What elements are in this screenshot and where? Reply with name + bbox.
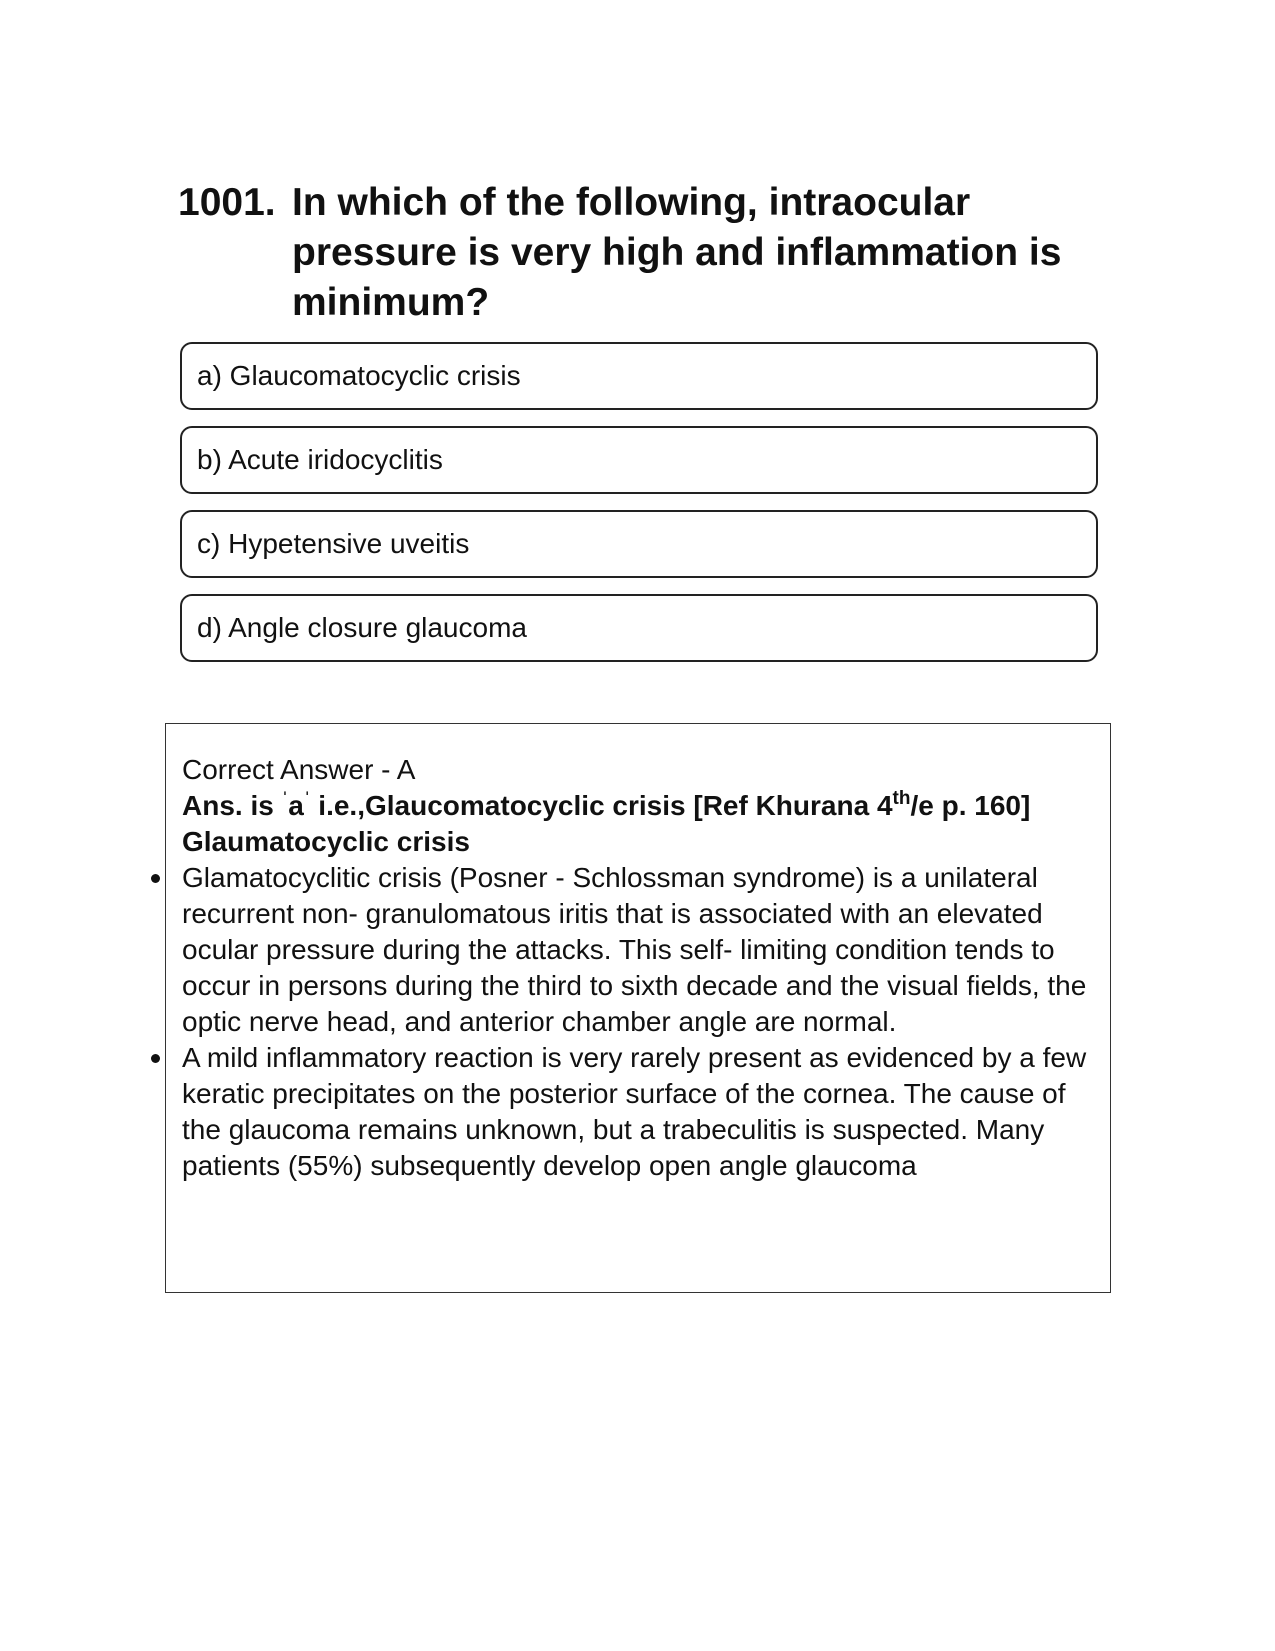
bullet-icon [151,874,160,883]
bullet-text: Glamatocyclitic crisis (Posner - Schlossman syndrome) is a unilateral recurrent non- granulomatous iritis that is associated with an elevated ocular pressure during the attacks. This self- limiting condition tends to occur in persons during the third to sixth decade and the visual fields, the optic nerve head, and anterior chamber angle are normal. [182,862,1087,1037]
question-heading [178,178,1098,328]
answer-suffix: /e p. 160] [910,790,1031,821]
option-a[interactable]: a) Glaucomatocyclic crisis [180,342,1098,410]
answer-superscript: th [892,788,911,809]
explanation-subheading: Glaumatocyclic crisis [182,826,470,857]
question-text: In which of the following, intraocular pressure is very high and inflammation is minimum? [292,181,1062,324]
bullet-icon [151,1054,160,1063]
option-d[interactable]: d) Angle closure glaucoma [180,594,1098,662]
question-number: 1001. [178,181,276,224]
list-item [182,860,1094,1040]
explanation-bullets [182,860,1094,1184]
option-c[interactable]: c) Hypetensive uveitis [180,510,1098,578]
answer-explanation-box [165,723,1111,1293]
quote-mark-open: ˈ [281,789,289,811]
answer-middle: i.e.,Glaucomatocyclic crisis [Ref Khurana 4 [310,790,893,821]
correct-answer: Correct Answer - A [182,754,416,785]
list-item [182,1040,1094,1184]
bullet-text: A mild inflammatory reaction is very rarely present as evidenced by a few keratic precipitates on the posterior surface of the cornea. The cause of the glaucoma remains unknown, but a trabeculitis is suspected. Many patients (55%) subsequently develop open angle glaucoma [182,1042,1087,1181]
quote-mark-close: ˈ [303,789,311,811]
option-b[interactable]: b) Acute iridocyclitis [180,426,1098,494]
answer-letter: a [288,790,304,821]
answer-prefix: Ans. is [182,790,282,821]
options-list [180,342,1098,678]
answer-reference-line [182,788,1094,824]
